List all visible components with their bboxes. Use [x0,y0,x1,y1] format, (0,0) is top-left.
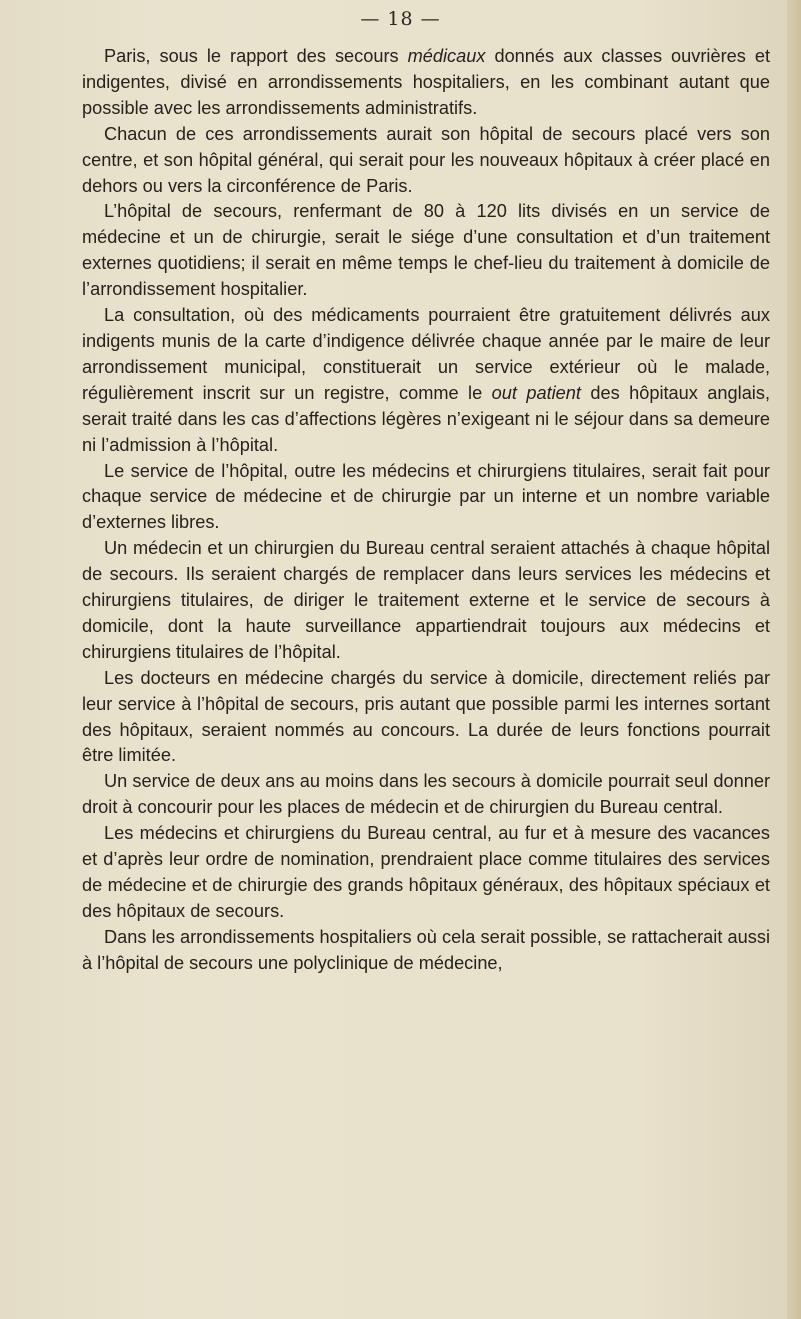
page-edge-shadow [787,0,801,1319]
paragraph: Dans les arrondissements hospitaliers où cela serait possible, se rattacherait aussi à l’hôpital de secours une polyclinique de médecine, [82,926,770,973]
paragraph: L’hôpital de secours, renfermant de 80 à 120 lits divisés en un service de médecine et un de chirurgie, serait le siége d’une consultation et d’un traitement externes quotidiens; il serait en même temps le chef-lieu du traitement à domicile de l’arrondissement hospitalier. [82,201,770,300]
body-text [82,44,770,977]
italic-term: out patient [491,382,581,403]
paragraph: Un service de deux ans au moins dans les secours à domicile pourrait seul donner droit à concourir pour les places de médecin et de chirurgien du Bureau central. [82,771,770,818]
paragraph: Chacun de ces arrondissements aurait son hôpital de secours placé vers son centre, et son hôpital général, qui serait pour les nouveaux hôpitaux à créer placé en dehors ou vers la circonférence de Paris. [82,123,770,196]
paragraph: Un médecin et un chirurgien du Bureau central seraient attachés à chaque hôpital de secours. Ils seraient chargés de remplacer dans leurs services les médecins et chirurgiens titulaires, de diriger le traitement externe et le service de secours à domicile, dont la haute surveillance appartiendrait toujours aux médecins et chirurgiens titulaires de l’hôpital. [82,538,770,662]
paragraph: Les docteurs en médecine chargés du service à domicile, directement reliés par leur service à l’hôpital de secours, pris autant que possible parmi les internes sortant des hôpitaux, seraient nommés au concours. La durée de leurs fonctions pourrait être limitée. [82,667,770,766]
italic-term: médicaux [407,46,486,66]
paragraph: La consultation, où des médicaments pourraient être gratuitement délivrés aux indigents munis de la carte d’indigence délivrée chaque année par le maire de leur arrondissement municipal, constituerait un service extérieur où le malade, régulièrement inscrit sur un registre, comme le out patient des hôpitaux anglais, serait traité dans les cas d’affections légères n’exigeant ni le séjour dans sa demeure ni l’admission à l’hôpital. [82,305,770,455]
paragraph: Le service de l’hôpital, outre les médecins et chirurgiens titulaires, serait fait pour chaque service de médecine et de chirurgie par un interne et un nombre variable d’externes libres. [82,460,770,533]
paragraph: Les médecins et chirurgiens du Bureau central, au fur et à mesure des vacances et d’après leur ordre de nomination, prendraient place comme titulaires des services de médecine et de chirurgie des grands hôpitaux généraux, des hôpitaux spéciaux et des hôpitaux de secours. [82,823,770,921]
page-number: — 18 — [360,8,441,30]
paragraph: Paris, sous le rapport des secours médicaux donnés aux classes ouvrières et indigentes, divisé en arrondissements hospitaliers, en les combinant autant que possible avec les arrondissements administratifs. [82,46,771,118]
